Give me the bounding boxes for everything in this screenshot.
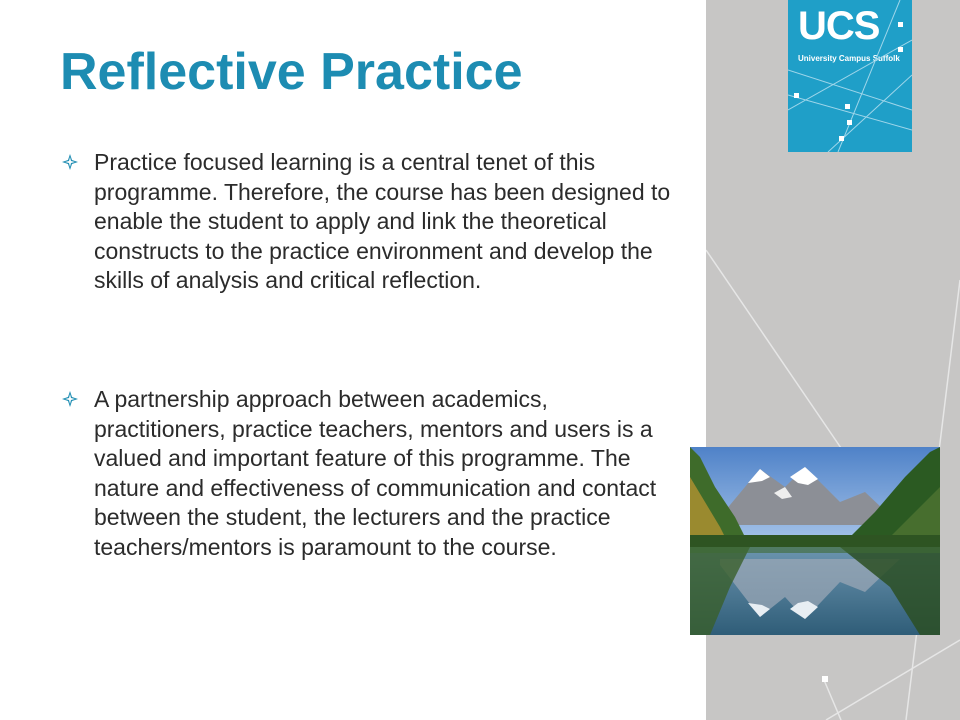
bullet-text: Practice focused learning is a central tenet of this programme. Therefore, the course has been designed to enable the student to apply and link the theoretical constructs to the practice environment and develop the skills of analysis and critical reflection. <box>94 149 671 294</box>
diamond-bullet-icon <box>62 154 78 170</box>
diamond-bullet-icon <box>62 391 78 407</box>
bullet-item <box>62 385 682 563</box>
logo-subtitle: University Campus Suffolk <box>798 54 900 63</box>
bullet-item <box>62 148 682 296</box>
mountain-lake-reflection-image <box>690 447 940 635</box>
logo-text: UCS <box>798 4 880 48</box>
bullet-text: A partnership approach between academics, practitioners, practice teachers, mentors and users is a valued and important feature of this programme. The nature and effectiveness of communication and contact between the student, the lecturers and the practice teachers/mentors is paramount to the course. <box>94 386 657 560</box>
logo-network-lines <box>788 0 912 152</box>
ucs-logo <box>788 0 912 152</box>
slide-title: Reflective Practice <box>60 43 523 101</box>
